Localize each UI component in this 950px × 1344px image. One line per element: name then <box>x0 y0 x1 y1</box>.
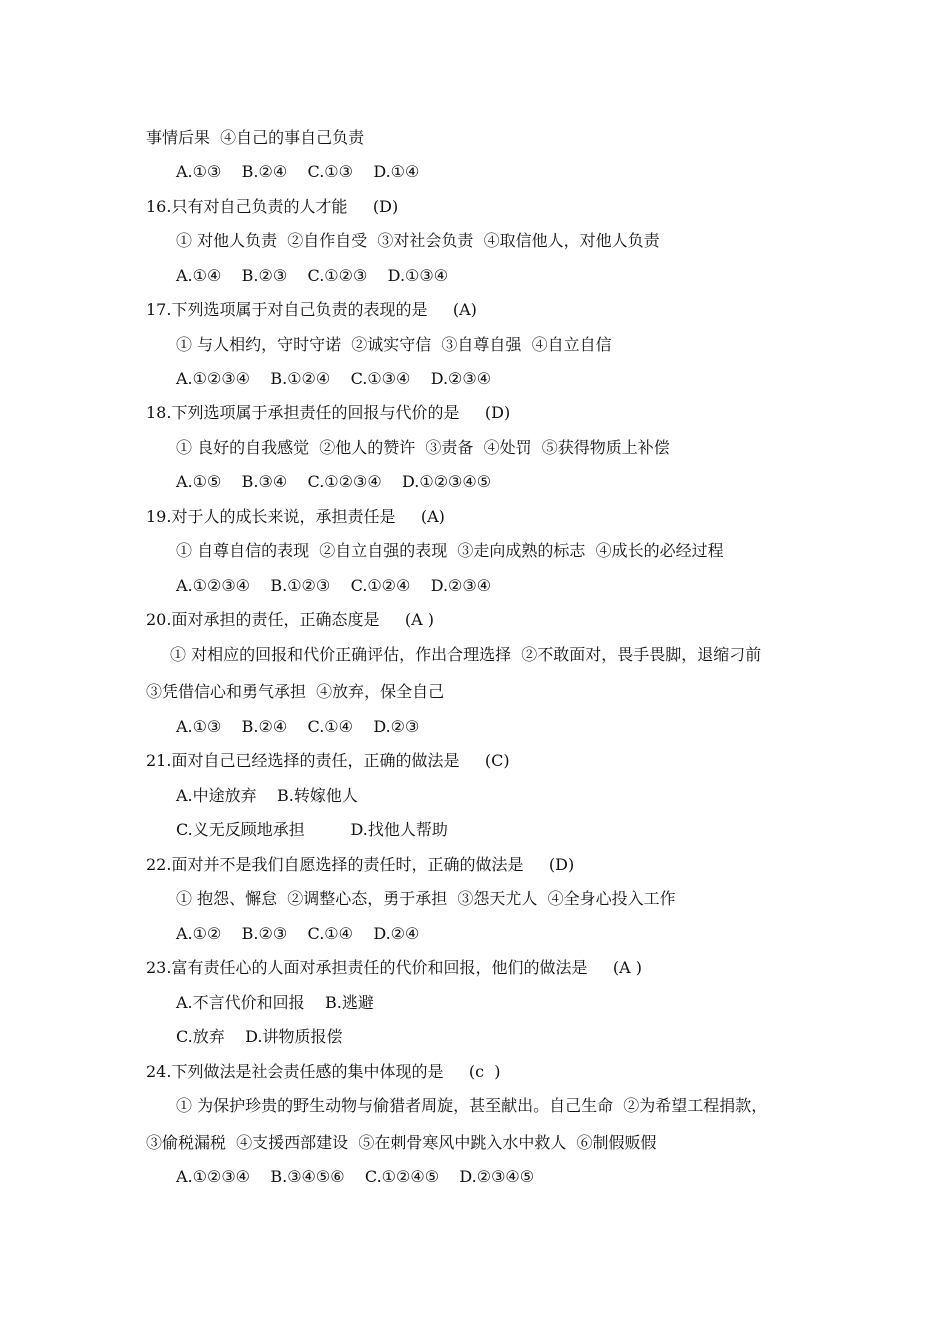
text-line: 事情后果 ④自己的事自己负责 <box>146 128 365 147</box>
question-20: 20.面对承担的责任，正确态度是 (A ) <box>146 610 435 629</box>
question-22: 22.面对并不是我们自愿选择的责任时，正确的做法是 (D) <box>146 855 575 874</box>
question-18: 18.下列选项属于承担责任的回报与代价的是 (D) <box>146 403 511 422</box>
question-17: 17.下列选项属于对自己负责的表现的是 (A) <box>146 300 477 319</box>
question-22-options: A.①② B.②③ C.①④ D.②④ <box>176 924 420 943</box>
question-16-options: A.①④ B.②③ C.①②③ D.①③④ <box>176 266 449 285</box>
question-23-options-c-d: C.放弃 D.讲物质报偿 <box>176 1027 343 1046</box>
question-17-options: A.①②③④ B.①②④ C.①③④ D.②③④ <box>176 369 492 388</box>
question-18-options: A.①⑤ B.③④ C.①②③④ D.①②③④⑤ <box>176 472 492 491</box>
question-20-options: A.①③ B.②④ C.①④ D.②③ <box>176 717 420 736</box>
question-22-statements: ① 抱怨、懈怠 ②调整心态，勇于承担 ③怨天尤人 ④全身心投入工作 <box>176 889 676 908</box>
question-20-statements-cont: ③凭借信心和勇气承担 ④放弃，保全自己 <box>146 682 445 701</box>
question-24-statements-cont: ③偷税漏税 ④支援西部建设 ⑤在刺骨寒风中跳入水中救人 ⑥制假贩假 <box>146 1133 657 1152</box>
question-24: 24.下列做法是社会责任感的集中体现的是 (c ) <box>146 1062 501 1081</box>
answer-options: A.①③ B.②④ C.①③ D.①④ <box>176 162 420 181</box>
question-16-statements: ① 对他人负责 ②自作自受 ③对社会负责 ④取信他人，对他人负责 <box>176 231 660 250</box>
question-24-statements: ① 为保护珍贵的野生动物与偷猎者周旋，甚至献出。自己生命 ②为希望工程捐款， <box>176 1096 768 1115</box>
question-16: 16.只有对自己负责的人才能 (D) <box>146 197 399 216</box>
question-23-options-a-b: A.不言代价和回报 B.逃避 <box>176 993 374 1012</box>
question-19-statements: ① 自尊自信的表现 ②自立自强的表现 ③走向成熟的标志 ④成长的必经过程 <box>176 541 724 560</box>
question-20-statements: ① 对相应的回报和代价正确评估，作出合理选择 ②不敢面对，畏手畏脚，退缩刁前 <box>170 645 762 664</box>
question-18-statements: ① 良好的自我感觉 ②他人的赞许 ③责备 ④处罚 ⑤获得物质上补偿 <box>176 438 670 457</box>
question-19: 19.对于人的成长来说，承担责任是 (A) <box>146 507 445 526</box>
question-24-options: A.①②③④ B.③④⑤⑥ C.①②④⑤ D.②③④⑤ <box>176 1167 535 1186</box>
question-21-options-c-d: C.义无反顾地承担 D.找他人帮助 <box>176 820 448 839</box>
question-19-options: A.①②③④ B.①②③ C.①②④ D.②③④ <box>176 576 492 595</box>
question-21-options-a-b: A.中途放弃 B.转嫁他人 <box>176 786 358 805</box>
question-21: 21.面对自己已经选择的责任，正确的做法是 (C) <box>146 751 510 770</box>
question-23: 23.富有责任心的人面对承担责任的代价和回报，他们的做法是 (A ) <box>146 958 643 977</box>
question-17-statements: ① 与人相约，守时守诺 ②诚实守信 ③自尊自强 ④自立自信 <box>176 335 612 354</box>
